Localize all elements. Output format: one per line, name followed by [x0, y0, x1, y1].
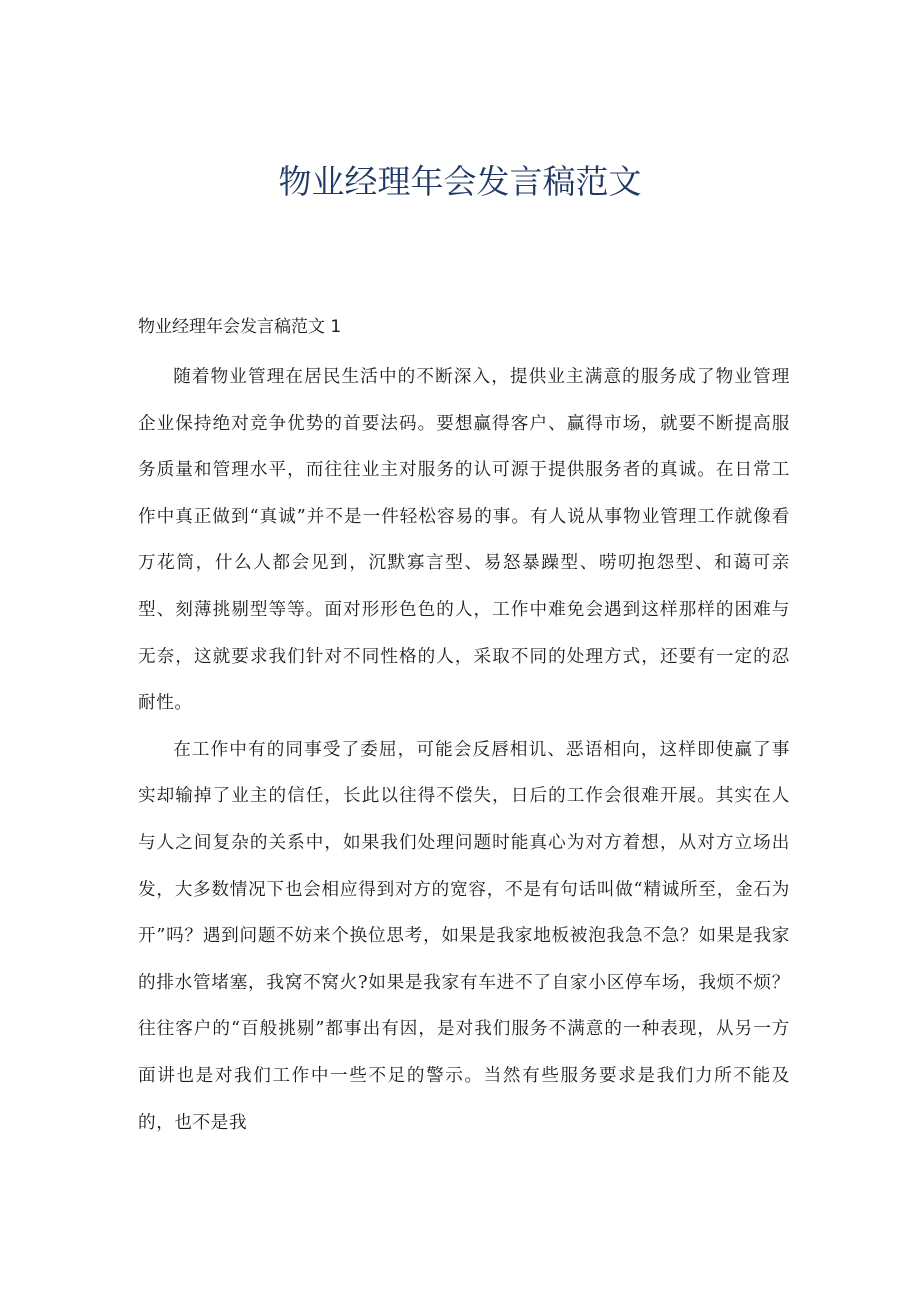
document-title: 物业经理年会发言稿范文 — [278, 162, 642, 201]
document-body — [138, 354, 790, 1146]
section-heading: 物业经理年会发言稿范文 1 — [138, 317, 342, 337]
paragraph-2: 在工作中有的同事受了委屈，可能会反唇相讥、恶语相向，这样即使赢了事实却输掉了业主的信任，长此以往得不偿失，日后的工作会很难开展。其实在人与人之间复杂的关系中，如果我们处理问题时能真心为对方着想，从对方立场出发，大多数情况下也会相应得到对方的宽容，不是有句话叫做“精诚所至，金石为开”吗？遇到问题不妨来个换位思考，如果是我家地板被泡我急不急？如果是我家的排水管堵塞，我窝不窝火?如果是我家有车进不了自家小区停车场，我烦不烦？往往客户的“百般挑剔”都事出有因，是对我们服务不满意的一种表现，从另一方面讲也是对我们工作中一些不足的警示。当然有些服务要求是我们力所不能及的，也不是我 — [138, 739, 790, 1133]
paragraph-1: 随着物业管理在居民生活中的不断深入，提供业主满意的服务成了物业管理企业保持绝对竞争优势的首要法码。要想赢得客户、赢得市场，就要不断提高服务质量和管理水平，而往往业主对服务的认可源于提供服务者的真诚。在日常工作中真正做到“真诚”并不是一件轻松容易的事。有人说从事物业管理工作就像看万花筒，什么人都会见到，沉默寡言型、易怒暴躁型、唠叨抱怨型、和蔼可亲型、刻薄挑剔型等等。面对形形色色的人，工作中难免会遇到这样那样的困难与无奈，这就要求我们针对不同性格的人，采取不同的处理方式，还要有一定的忍耐性。 — [138, 367, 790, 714]
